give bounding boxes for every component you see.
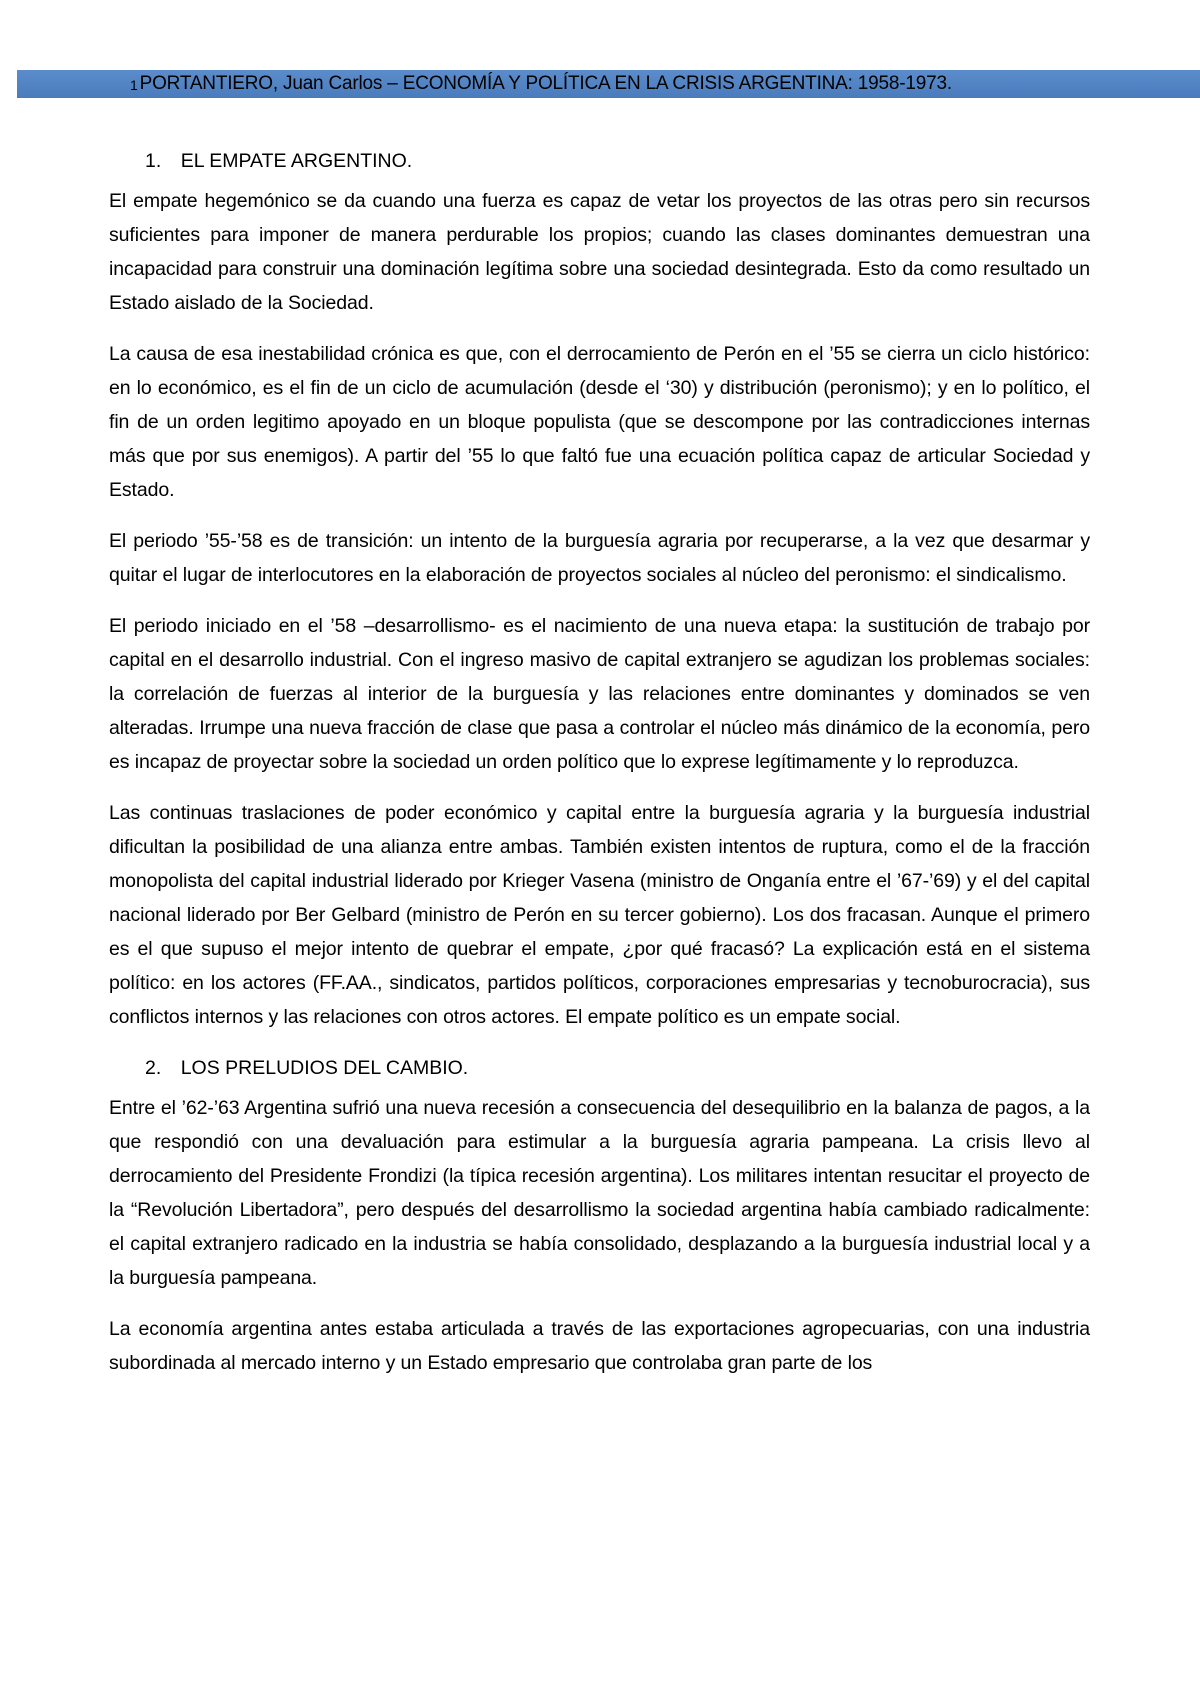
- section-number: 1.: [145, 150, 162, 172]
- paragraph: La causa de esa inestabilidad crónica es que, con el derrocamiento de Perón en el ’55 se cierra un ciclo histórico: en lo económico, es el fin de un ciclo de acumulación (desde el ‘30) y distribución (peronismo); y en lo político, el fin de un orden legitimo apoyado en un bloque populista (que se descompone por las contradicciones internas más que por sus enemigos). A partir del ’55 lo que faltó fue una ecuación política capaz de articular Sociedad y Estado.: [109, 343, 1090, 501]
- section-title: LOS PRELUDIOS DEL CAMBIO.: [180, 1057, 469, 1079]
- paragraph: La economía argentina antes estaba articulada a través de las exportaciones agropecuarias, con una industria subordinada al mercado interno y un Estado empresario que controlaba gran parte de los: [109, 1318, 1090, 1374]
- paragraph: El empate hegemónico se da cuando una fuerza es capaz de vetar los proyectos de las otras pero sin recursos suficientes para imponer de manera perdurable los propios; cuando las clases dominantes demuestran una incapacidad para construir una dominación legítima sobre una sociedad desintegrada. Esto da como resultado un Estado aislado de la Sociedad.: [109, 190, 1090, 314]
- section-heading-2: [109, 1051, 1090, 1085]
- paragraph: Entre el ’62-’63 Argentina sufrió una nueva recesión a consecuencia del desequilibrio en la balanza de pagos, a la que respondió con una devaluación para estimular a la burguesía agraria pampeana. La crisis llevo al derrocamiento del Presidente Frondizi (la típica recesión argentina). Los militares intentan resucitar el proyecto de la “Revolución Libertadora”, pero después del desarrollismo la sociedad argentina había cambiado radicalmente: el capital extranjero radicado en la industria se había consolidado, desplazando a la burguesía industrial local y a la burguesía pampeana.: [109, 1097, 1090, 1289]
- section-number: 2.: [145, 1057, 162, 1079]
- paragraph: El periodo ’55-’58 es de transición: un intento de la burguesía agraria por recuperarse, a la vez que desarmar y quitar el lugar de interlocutores en la elaboración de proyectos sociales al núcleo del peronismo: el sindicalismo.: [109, 530, 1090, 586]
- page-number: 1: [130, 77, 138, 93]
- section-heading-1: [109, 144, 1090, 178]
- section-title: EL EMPATE ARGENTINO.: [180, 150, 413, 172]
- paragraph: El periodo iniciado en el ’58 –desarrollismo- es el nacimiento de una nueva etapa: la sustitución de trabajo por capital en el desarrollo industrial. Con el ingreso masivo de capital extranjero se agudizan los problemas sociales: la correlación de fuerzas al interior de la burguesía y las relaciones entre dominantes y dominados se ven alteradas. Irrumpe una nueva fracción de clase que pasa a controlar el núcleo más dinámico de la economía, pero es incapaz de proyectar sobre la sociedad un orden político que lo exprese legítimamente y lo reproduzca.: [109, 615, 1090, 773]
- header-title-line: [130, 73, 952, 95]
- document-title: PORTANTIERO, Juan Carlos – ECONOMÍA Y POLÍTICA EN LA CRISIS ARGENTINA: 1958-1973.: [139, 73, 952, 94]
- document-body: [109, 144, 1090, 1397]
- paragraph: Las continuas traslaciones de poder económico y capital entre la burguesía agraria y la burguesía industrial dificultan la posibilidad de una alianza entre ambas. También existen intentos de ruptura, como el de la fracción monopolista del capital industrial liderado por Krieger Vasena (ministro de Onganía entre el ’67-’69) y el del capital nacional liderado por Ber Gelbard (ministro de Perón en su tercer gobierno). Los dos fracasan. Aunque el primero es el que supuso el mejor intento de quebrar el empate, ¿por qué fracasó? La explicación está en el sistema político: en los actores (FF.AA., sindicatos, partidos políticos, corporaciones empresarias y tecnoburocracia), sus conflictos internos y las relaciones con otros actores. El empate político es un empate social.: [109, 802, 1090, 1028]
